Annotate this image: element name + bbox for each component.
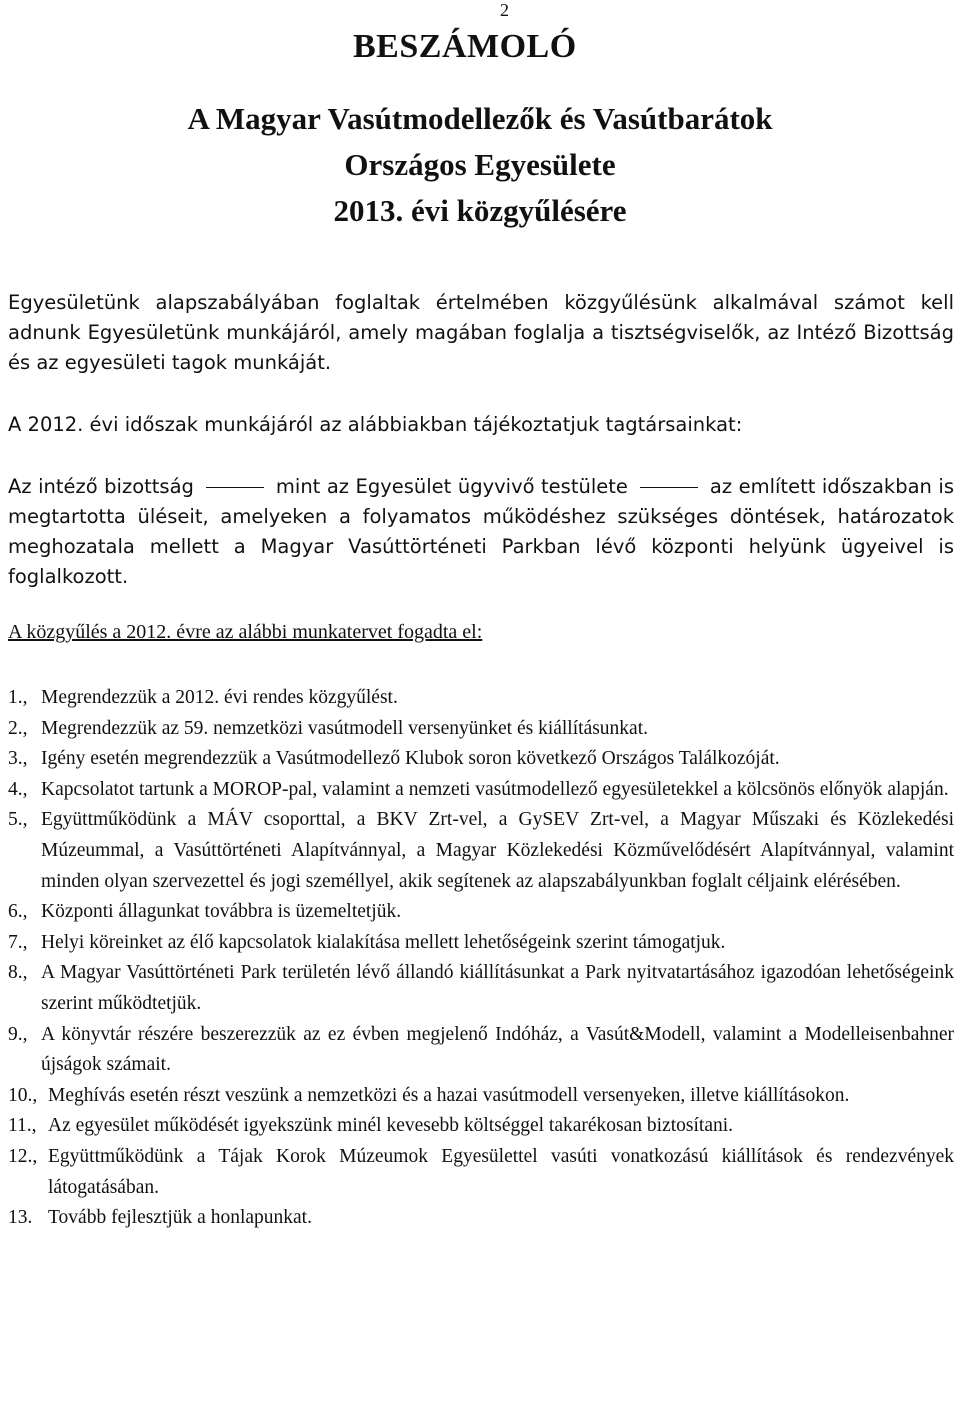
item-text: Igény esetén megrendezzük a Vasútmodellező Klubok soron következő Országos Találkozóját.	[41, 748, 780, 770]
item-text: Tovább fejlesztjük a honlapunkat.	[48, 1207, 312, 1229]
item-number: 5.,	[8, 809, 28, 831]
list-item	[8, 1081, 954, 1112]
item-number: 9.,	[8, 1023, 28, 1045]
item-text: A Magyar Vasúttörténeti Park területén lévő állandó kiállításunkat a Park nyitvatartásához igazodóan lehetőségeink szerint működtetjük.	[41, 962, 954, 1014]
subtitle-line-1: A Magyar Vasútmodellezők és Vasútbarátok	[187, 101, 773, 136]
committee-text-2: mint az Egyesület ügyvivő testülete	[275, 475, 628, 498]
list-item	[8, 1111, 954, 1142]
list-item	[8, 805, 954, 897]
item-number: 1.,	[8, 687, 28, 708]
committee-text-1: Az intéző bizottság	[8, 475, 194, 498]
item-number: 11.,	[8, 1115, 37, 1137]
item-text: A könyvtár részére beszerezzük az ez évben megjelenő Indóház, a Vasút&Modell, valamint a Modelleisenbahner újságok számait.	[41, 1023, 954, 1076]
work-plan-heading: A közgyűlés a 2012. évre az alábbi munkatervet fogadta el:	[8, 621, 483, 643]
list-item	[8, 683, 954, 714]
list-item	[8, 1203, 954, 1234]
committee-paragraph	[8, 472, 954, 592]
item-number: 3.,	[8, 748, 28, 770]
item-text: Az egyesület működését igyekszünk minél kevesebb költséggel takarékosan biztosítani.	[48, 1115, 734, 1137]
page-number: 2	[500, 0, 509, 20]
intro-paragraph: Egyesületünk alapszabályában foglaltak értelmében közgyűlésünk alkalmával számot kell adnunk Egyesületünk munkájáról, amely magában foglalja a tisztségviselők, az Intéző Bizottság és az egyesületi tagok munkáját.	[8, 291, 954, 374]
item-number: 13.	[8, 1207, 33, 1229]
item-text: Központi állagunkat továbbra is üzemeltetjük.	[41, 901, 402, 923]
subtitle-line-3: 2013. évi közgyűlésére	[333, 193, 627, 228]
list-item	[8, 1020, 954, 1081]
em-dash-2	[640, 487, 698, 488]
item-text: Meghívás esetén részt veszünk a nemzetközi és a hazai vasútmodell versenyeken, illetve kiállításokon.	[48, 1084, 850, 1106]
list-item	[8, 1142, 954, 1203]
item-number: 4.,	[8, 778, 28, 800]
em-dash-1	[206, 487, 264, 488]
period-paragraph: A 2012. évi időszak munkájáról az alábbiakban tájékoztatjuk tagtársainkat:	[8, 413, 743, 436]
subtitle-line-2: Országos Egyesülete	[344, 147, 616, 182]
document-title: BESZÁMOLÓ	[353, 28, 577, 65]
list-item	[8, 928, 954, 959]
item-text: Együttműködünk a MÁV csoporttal, a BKV Zrt-vel, a GySEV Zrt-vel, a Magyar Műszaki és Közlekedési Múzeummal, a Vasúttörténeti Alapítvánnyal, a Magyar Közlekedési Közművelődésért Alapítvánnyal, valamint minden olyan szervezettel és jogi személlyel, akik segítenek az alapszabályunkban foglalt céljaink elérésében.	[41, 809, 954, 892]
item-text: Kapcsolatot tartunk a MOROP-pal, valamint a nemzeti vasútmodellező egyesületekkel a kölcsönös előnyök alapján.	[41, 778, 949, 800]
item-text: Helyi köreinket az élő kapcsolatok kialakítása mellett lehetőségeink szerint támogatjuk.	[41, 931, 726, 953]
item-text: Megrendezzük az 59. nemzetközi vasútmodell versenyünket és kiállításunkat.	[41, 717, 649, 739]
item-number: 7.,	[8, 931, 28, 953]
item-number: 12.,	[8, 1145, 38, 1167]
work-plan-list	[8, 683, 954, 1234]
item-number: 10.,	[8, 1084, 38, 1106]
committee-text-3: az említett időszakban is megtartotta üléseit, amelyeken a folyamatos működéshez szükséges döntések, határozatok meghozatala mellett a Magyar Vasúttörténeti Parkban lévő központi helyünk ügyeivel is foglalkozott.	[8, 475, 954, 588]
list-item	[8, 714, 954, 745]
item-number: 2.,	[8, 717, 28, 739]
list-item	[8, 744, 954, 775]
item-number: 8.,	[8, 962, 28, 984]
list-item	[8, 775, 954, 806]
item-number: 6.,	[8, 901, 28, 923]
list-item	[8, 897, 954, 928]
item-text: Együttműködünk a Tájak Korok Múzeumok Egyesülettel vasúti vonatkozású kiállítások és rendezvények látogatásában.	[48, 1145, 954, 1198]
list-item	[8, 958, 954, 1019]
item-text: Megrendezzük a 2012. évi rendes közgyűlést.	[41, 687, 398, 708]
